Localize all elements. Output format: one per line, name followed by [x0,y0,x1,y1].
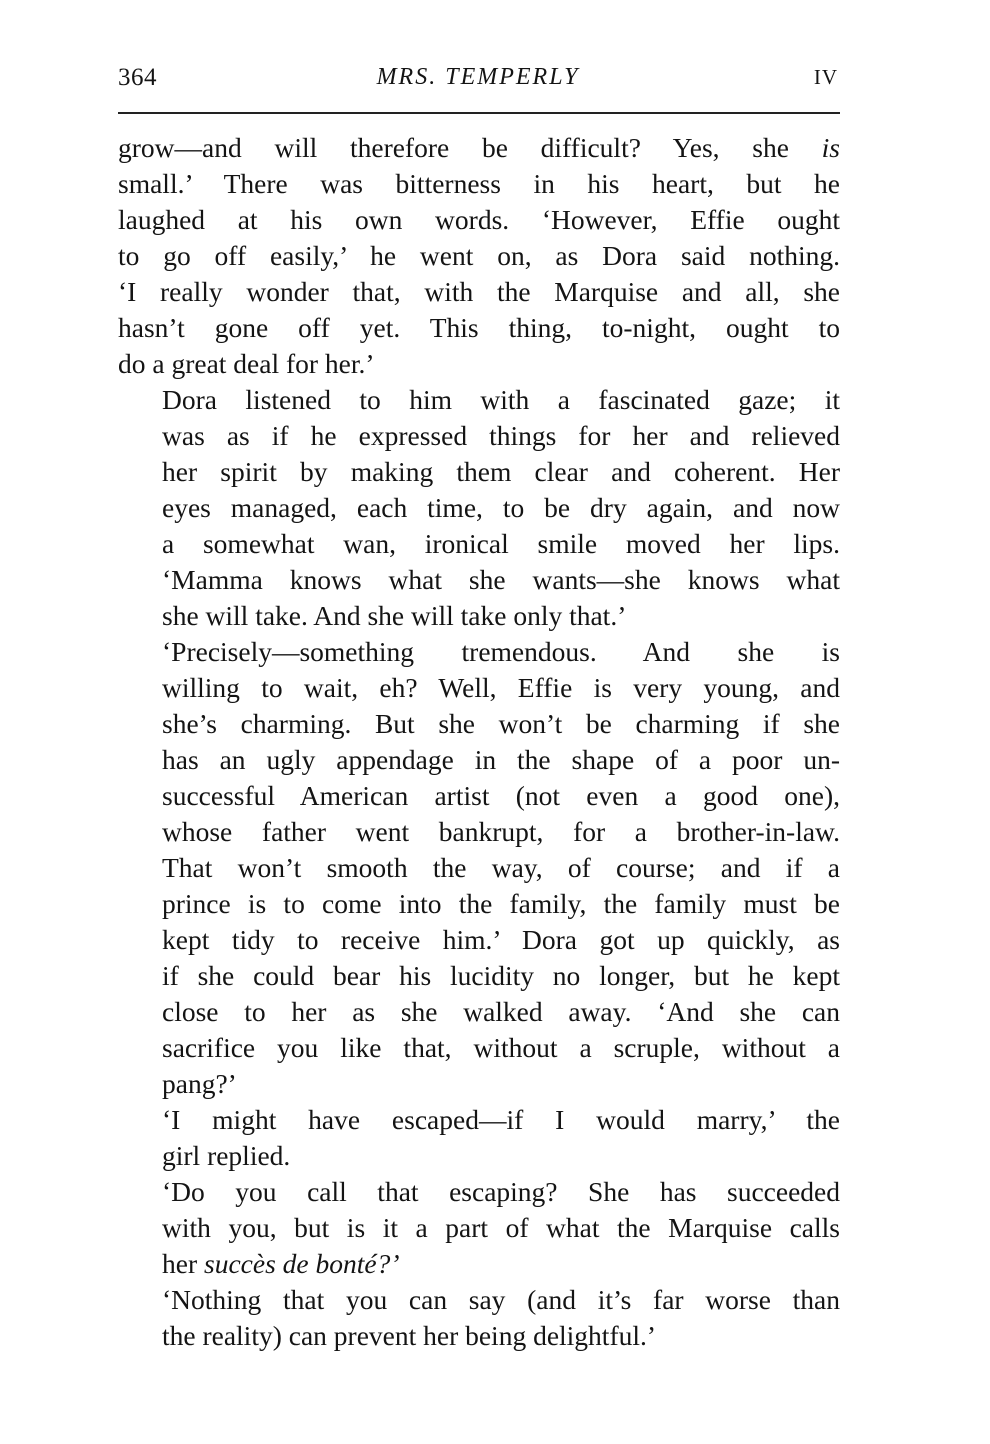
text-line [118,1030,840,1066]
text-line [118,598,840,634]
text-line [118,670,840,706]
running-title: MRS. TEMPERLY [376,64,580,90]
text-line [118,274,840,310]
text-line [118,1246,840,1282]
text-line [118,562,840,598]
text-segment: ‘Precisely—something tremendous. And she is [162,636,840,667]
text-line [118,310,840,346]
page-number: 364 [118,64,157,91]
text-segment: ‘I really wonder that, with the Marquise and all, she [118,276,840,307]
text-segment: has an ugly appendage in the shape of a poor un- [162,744,840,775]
text-segment: her spirit by making them clear and coherent. Her [162,456,840,487]
text-segment: willing to wait, eh? Well, Effie is very young, and [162,672,840,703]
text-line [118,1138,840,1174]
text-line [118,850,840,886]
text-line [118,238,840,274]
text-line [118,886,840,922]
text-segment: ‘I might have escaped—if I would marry,’ the [162,1104,840,1135]
paragraph [118,1102,840,1174]
text-line [118,634,840,670]
paragraph [118,634,840,1102]
text-segment: ‘Mamma knows what she wants—she knows what [162,564,840,595]
text-segment: if she could bear his lucidity no longer, but he kept [162,960,840,991]
text-segment: That won’t smooth the way, of course; and if a [162,852,840,883]
paragraph [118,130,840,382]
text-line [118,778,840,814]
text-line [118,454,840,490]
text-line [118,166,840,202]
body-text [118,130,840,1354]
text-line [118,1102,840,1138]
text-segment: hasn’t gone off yet. This thing, to-night, ought to [118,312,840,343]
paragraph [118,382,840,634]
text-line [118,202,840,238]
text-line [118,1174,840,1210]
running-head [118,64,838,100]
text-segment: a somewhat wan, ironical smile moved her lips. [162,528,840,559]
text-segment: pang?’ [162,1068,237,1099]
text-segment: prince is to come into the family, the family must be [162,888,840,919]
text-line [118,958,840,994]
text-line [118,382,840,418]
text-line [118,490,840,526]
text-line [118,1318,840,1354]
text-segment: small.’ There was bitterness in his heart, but he [118,168,840,199]
header-rule [118,112,840,114]
text-segment: close to her as she walked away. ‘And she can [162,996,840,1027]
text-line [118,1066,840,1102]
text-segment: sacrifice you like that, without a scruple, without a [162,1032,840,1063]
paragraph [118,1174,840,1282]
text-line [118,1282,840,1318]
italic-text: is [821,132,840,163]
text-segment: grow—and will therefore be difficult? Yes, she [118,132,822,163]
text-segment: Dora listened to him with a fascinated gaze; it [162,384,840,415]
text-line [118,526,840,562]
text-line [118,706,840,742]
text-line [118,130,840,166]
text-segment: do a great deal for her.’ [118,348,375,379]
paragraph [118,1282,840,1354]
text-segment: successful American artist (not even a good one), [162,780,840,811]
text-line [118,742,840,778]
text-segment: whose father went bankrupt, for a brother-in-law. [162,816,840,847]
text-segment: girl replied. [162,1140,291,1171]
text-line [118,1210,840,1246]
chapter-number: IV [813,65,838,89]
text-segment: eyes managed, each time, to be dry again, and now [162,492,840,523]
italic-text: succès de bonté?’ [204,1248,400,1279]
text-segment: the reality) can prevent her being delightful.’ [162,1320,657,1351]
text-line [118,922,840,958]
text-segment: her [162,1248,204,1279]
text-line [118,814,840,850]
text-segment: she’s charming. But she won’t be charming if she [162,708,840,739]
text-segment: ‘Do you call that escaping? She has succeeded [162,1176,840,1207]
text-segment: she will take. And she will take only that.’ [162,600,627,631]
text-line [118,994,840,1030]
text-line [118,418,840,454]
text-line [118,346,840,382]
text-segment: ‘Nothing that you can say (and it’s far worse than [162,1284,840,1315]
text-segment: was as if he expressed things for her and relieved [162,420,840,451]
text-segment: laughed at his own words. ‘However, Effie ought [118,204,840,235]
text-segment: kept tidy to receive him.’ Dora got up quickly, as [162,924,840,955]
text-segment: with you, but is it a part of what the Marquise calls [162,1212,840,1243]
text-segment: to go off easily,’ he went on, as Dora said nothing. [118,240,840,271]
